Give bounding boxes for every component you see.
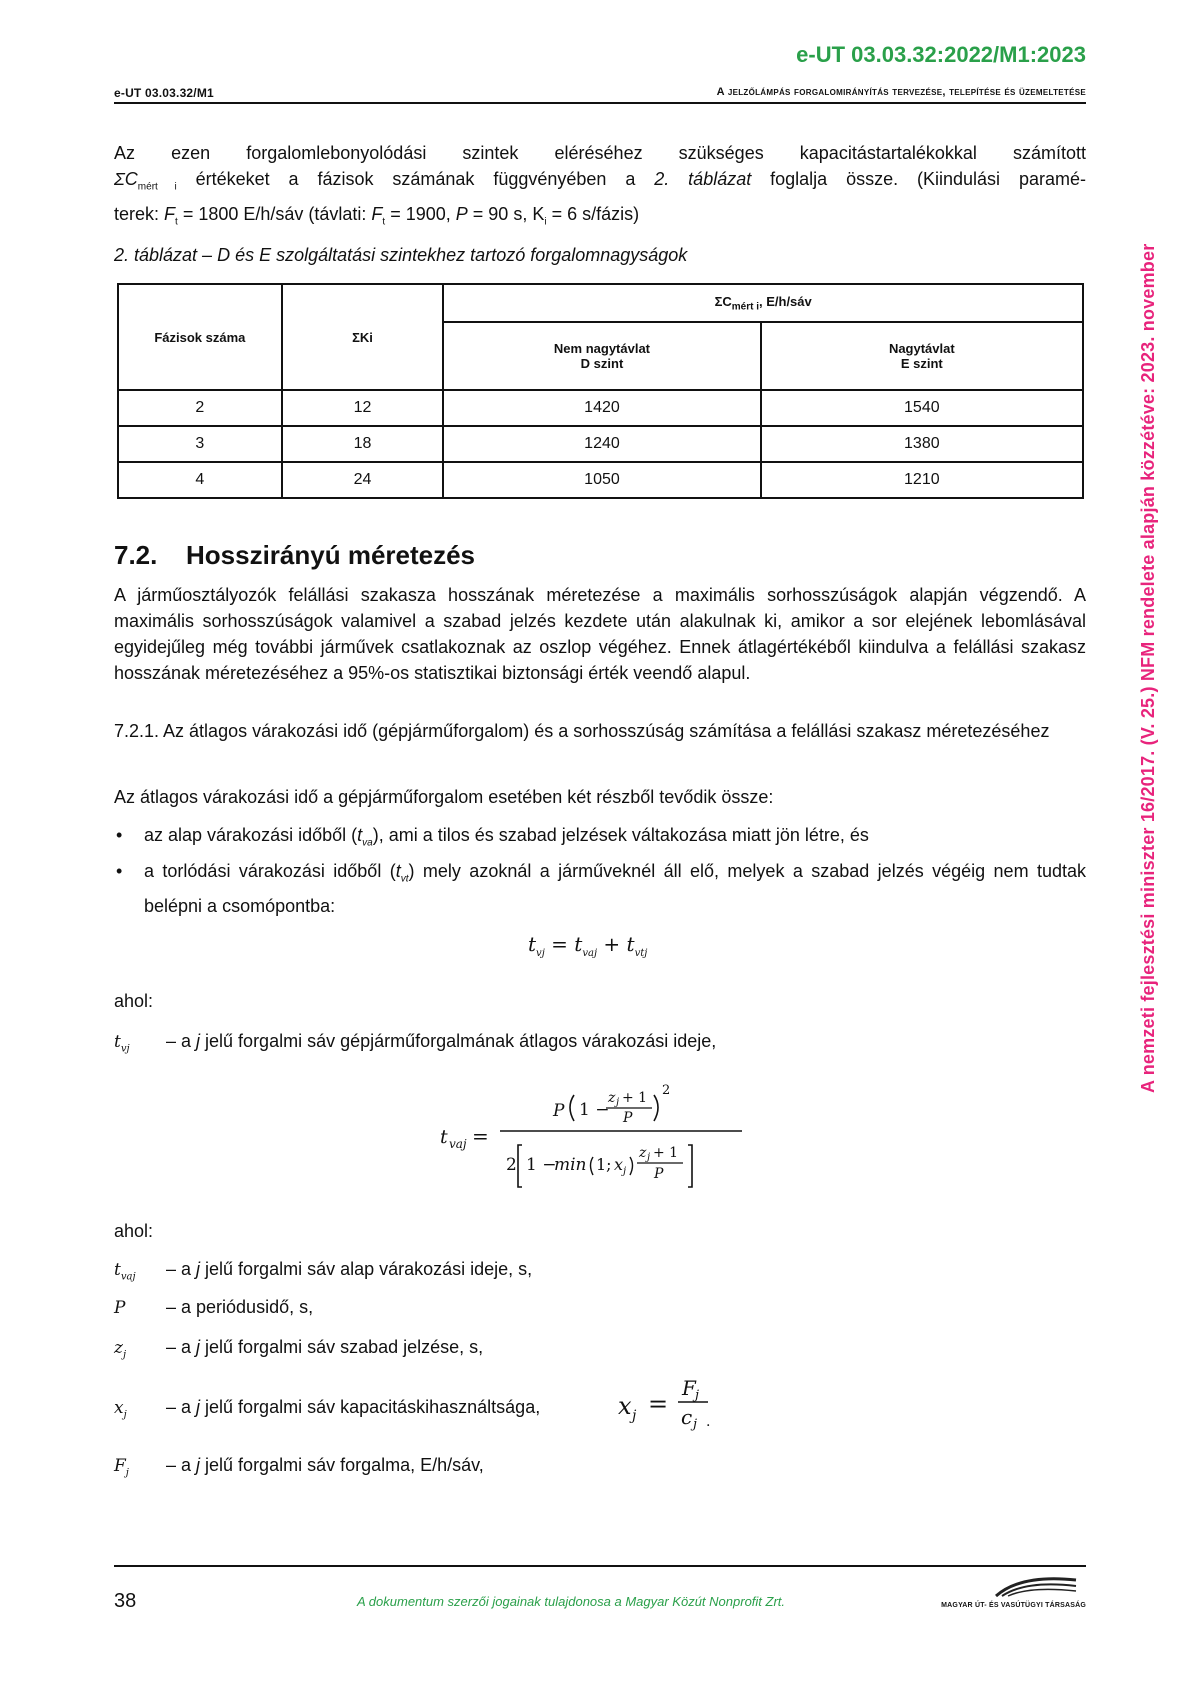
svg-text:+ 1: + 1 xyxy=(622,1090,648,1106)
svg-text:2: 2 xyxy=(506,1155,517,1175)
svg-text:j: j xyxy=(632,1408,637,1424)
svg-text:P: P xyxy=(654,1166,664,1182)
svg-text:vaj: vaj xyxy=(449,1137,467,1151)
publication-note: A nemzeti fejlesztési miniszter 16/2017. (V. 25.) NFM rendelete alapján közzétéve: 2023. november xyxy=(1138,243,1158,1093)
table-caption: 2. táblázat – D és E szolgáltatási szintekhez tartozó forgalomnagyságok xyxy=(114,245,688,265)
svg-text:1 −: 1 − xyxy=(579,1100,610,1120)
cell-phases: 4 xyxy=(118,462,282,498)
svg-text:c: c xyxy=(681,1405,693,1429)
definition-tvj: $t_{vj}$ – a j jelű forgalmi sáv gépjárműforgalmának átlagos várakozási ideje, xyxy=(114,1031,717,1055)
cell-ki: 18 xyxy=(282,426,444,462)
formula-tvj: $t_{vj} = t_{vaj} + t_{vtj}$ xyxy=(528,932,648,959)
intro-line-1: Az ezen forgalomlebonyolódási szintek eléréséhez szükséges kapacitástartalékokkal számított xyxy=(114,143,1086,163)
table-row xyxy=(118,426,1083,462)
svg-text:+ 1: + 1 xyxy=(653,1145,679,1161)
svg-text:P: P xyxy=(623,1110,633,1126)
header-rule xyxy=(114,102,1086,104)
ahol-label: ahol: xyxy=(114,991,154,1011)
cell-ki: 24 xyxy=(282,462,444,498)
logo-text: MAGYAR ÚT- ÉS VASÚTÜGYI TÁRSASÁG xyxy=(941,1602,1086,1609)
cell-ki: 12 xyxy=(282,390,444,426)
svg-text:x: x xyxy=(614,1155,624,1174)
intro-paragraph xyxy=(114,140,1086,235)
waiting-time-intro: Az átlagos várakozási idő a gépjárműforgalom esetében két részből tevődik össze: xyxy=(114,787,774,807)
table-row xyxy=(118,462,1083,498)
definition-p: P – a periódusidő, s, xyxy=(114,1297,314,1318)
svg-text:j: j xyxy=(693,1417,698,1432)
cell-phases: 2 xyxy=(118,390,282,426)
document-code: e-UT 03.03.32:2022/M1:2023 xyxy=(796,42,1086,67)
table-row xyxy=(118,390,1083,426)
cell-d: 1240 xyxy=(443,426,760,462)
intro-line-3: terek: $F_t = 1800$ E/h/sáv (távlati: $F_t = 1900$, P = 90 s, $K_i = 6$ s/fázis) xyxy=(114,203,640,228)
section-heading: 7.2. Hosszirányú méretezés xyxy=(114,540,476,570)
subsection-heading: 7.2.1. Az átlagos várakozási idő (gépjárműforgalom) és a sorhosszúság számítása a felállási szakasz méretezéséhez xyxy=(114,721,1050,741)
svg-text:1 −: 1 − xyxy=(526,1155,557,1175)
svg-text:=: = xyxy=(648,1390,669,1418)
svg-text:.: . xyxy=(706,1414,711,1430)
svg-text:F: F xyxy=(682,1376,696,1400)
svg-text:t: t xyxy=(440,1126,448,1148)
svg-text:j: j xyxy=(647,1152,651,1163)
intro-line-2: $\Sigma C_{mért i}$ értékeket a fázisok számának függvényében a 2. táblázat foglalja össze. (Kiindulási paramé- xyxy=(114,169,1086,193)
footer-rule xyxy=(114,1565,1086,1567)
cell-e: 1540 xyxy=(761,390,1083,426)
page-number: 38 xyxy=(114,1590,137,1612)
col-header-group: $\Sigma C_{mért i}$, E/h/sáv xyxy=(443,284,1083,322)
cell-e: 1210 xyxy=(761,462,1083,498)
definition-zj: $z_j$ – a j jelű forgalmi sáv szabad jelzése, s, xyxy=(114,1337,484,1361)
society-logo xyxy=(926,1572,1086,1618)
svg-text:z: z xyxy=(639,1145,647,1161)
ahol-label: ahol: xyxy=(114,1221,154,1241)
header-right: A jelzőlámpás forgalomirányítás tervezése, telepítése és üzemeltetése xyxy=(716,86,1086,98)
cell-e: 1380 xyxy=(761,426,1083,462)
definition-fj: $F_j$ – a j jelű forgalmi sáv forgalma, E/h/sáv, xyxy=(114,1455,484,1479)
road-logo-icon xyxy=(926,1572,1086,1618)
svg-text:j: j xyxy=(623,1166,627,1177)
cell-d: 1420 xyxy=(443,390,760,426)
cell-d: 1050 xyxy=(443,462,760,498)
svg-text:1;: 1; xyxy=(596,1155,612,1174)
copyright-note: A dokumentum szerzői jogainak tulajdonosa a Magyar Közút Nonprofit Zrt. xyxy=(357,1594,786,1609)
col-header-ki: ΣKi xyxy=(282,284,444,390)
svg-text:2: 2 xyxy=(662,1083,671,1098)
col-header-phases: Fázisok száma xyxy=(118,284,282,390)
svg-text:=: = xyxy=(472,1124,489,1148)
svg-text:j: j xyxy=(695,1388,700,1403)
svg-text:z: z xyxy=(608,1090,616,1106)
svg-text:min: min xyxy=(554,1155,587,1175)
col-header-d: Nem nagytávlat D szint xyxy=(443,322,760,390)
svg-text:P: P xyxy=(553,1101,565,1121)
header-left: e-UT 03.03.32/M1 xyxy=(114,86,214,100)
svg-text:j: j xyxy=(616,1097,620,1108)
cell-phases: 3 xyxy=(118,426,282,462)
definition-xj: $x_j$ – a j jelű forgalmi sáv kapacitáskihasználtsága, xyxy=(114,1397,541,1421)
svg-text:x: x xyxy=(618,1392,632,1420)
definition-tvaj: $t_{vaj}$ – a j jelű forgalmi sáv alap várakozási ideje, s, xyxy=(114,1259,533,1283)
service-level-table xyxy=(117,283,1084,499)
formula-xj xyxy=(618,1370,718,1432)
formula-tvaj xyxy=(440,1075,760,1193)
section-paragraph: A járműosztályozók felállási szakasza hosszának méretezése a maximális sorhosszúságok alapján végzendő. A maximális sorhosszúságok valamivel a szabad jelzés kezdete után alakulnak ki, amikor a sor elejének lebomlásával egyidejűleg még további járművek csatlakoznak az oszlop végéhez. Ennek átlagértékéből kiindulva a felállási szakasz hosszának méretezéséhez a 95%-os statisztikai biztonsági érték veendő alapul. xyxy=(114,585,1086,683)
col-header-e: Nagytávlat E szint xyxy=(761,322,1083,390)
